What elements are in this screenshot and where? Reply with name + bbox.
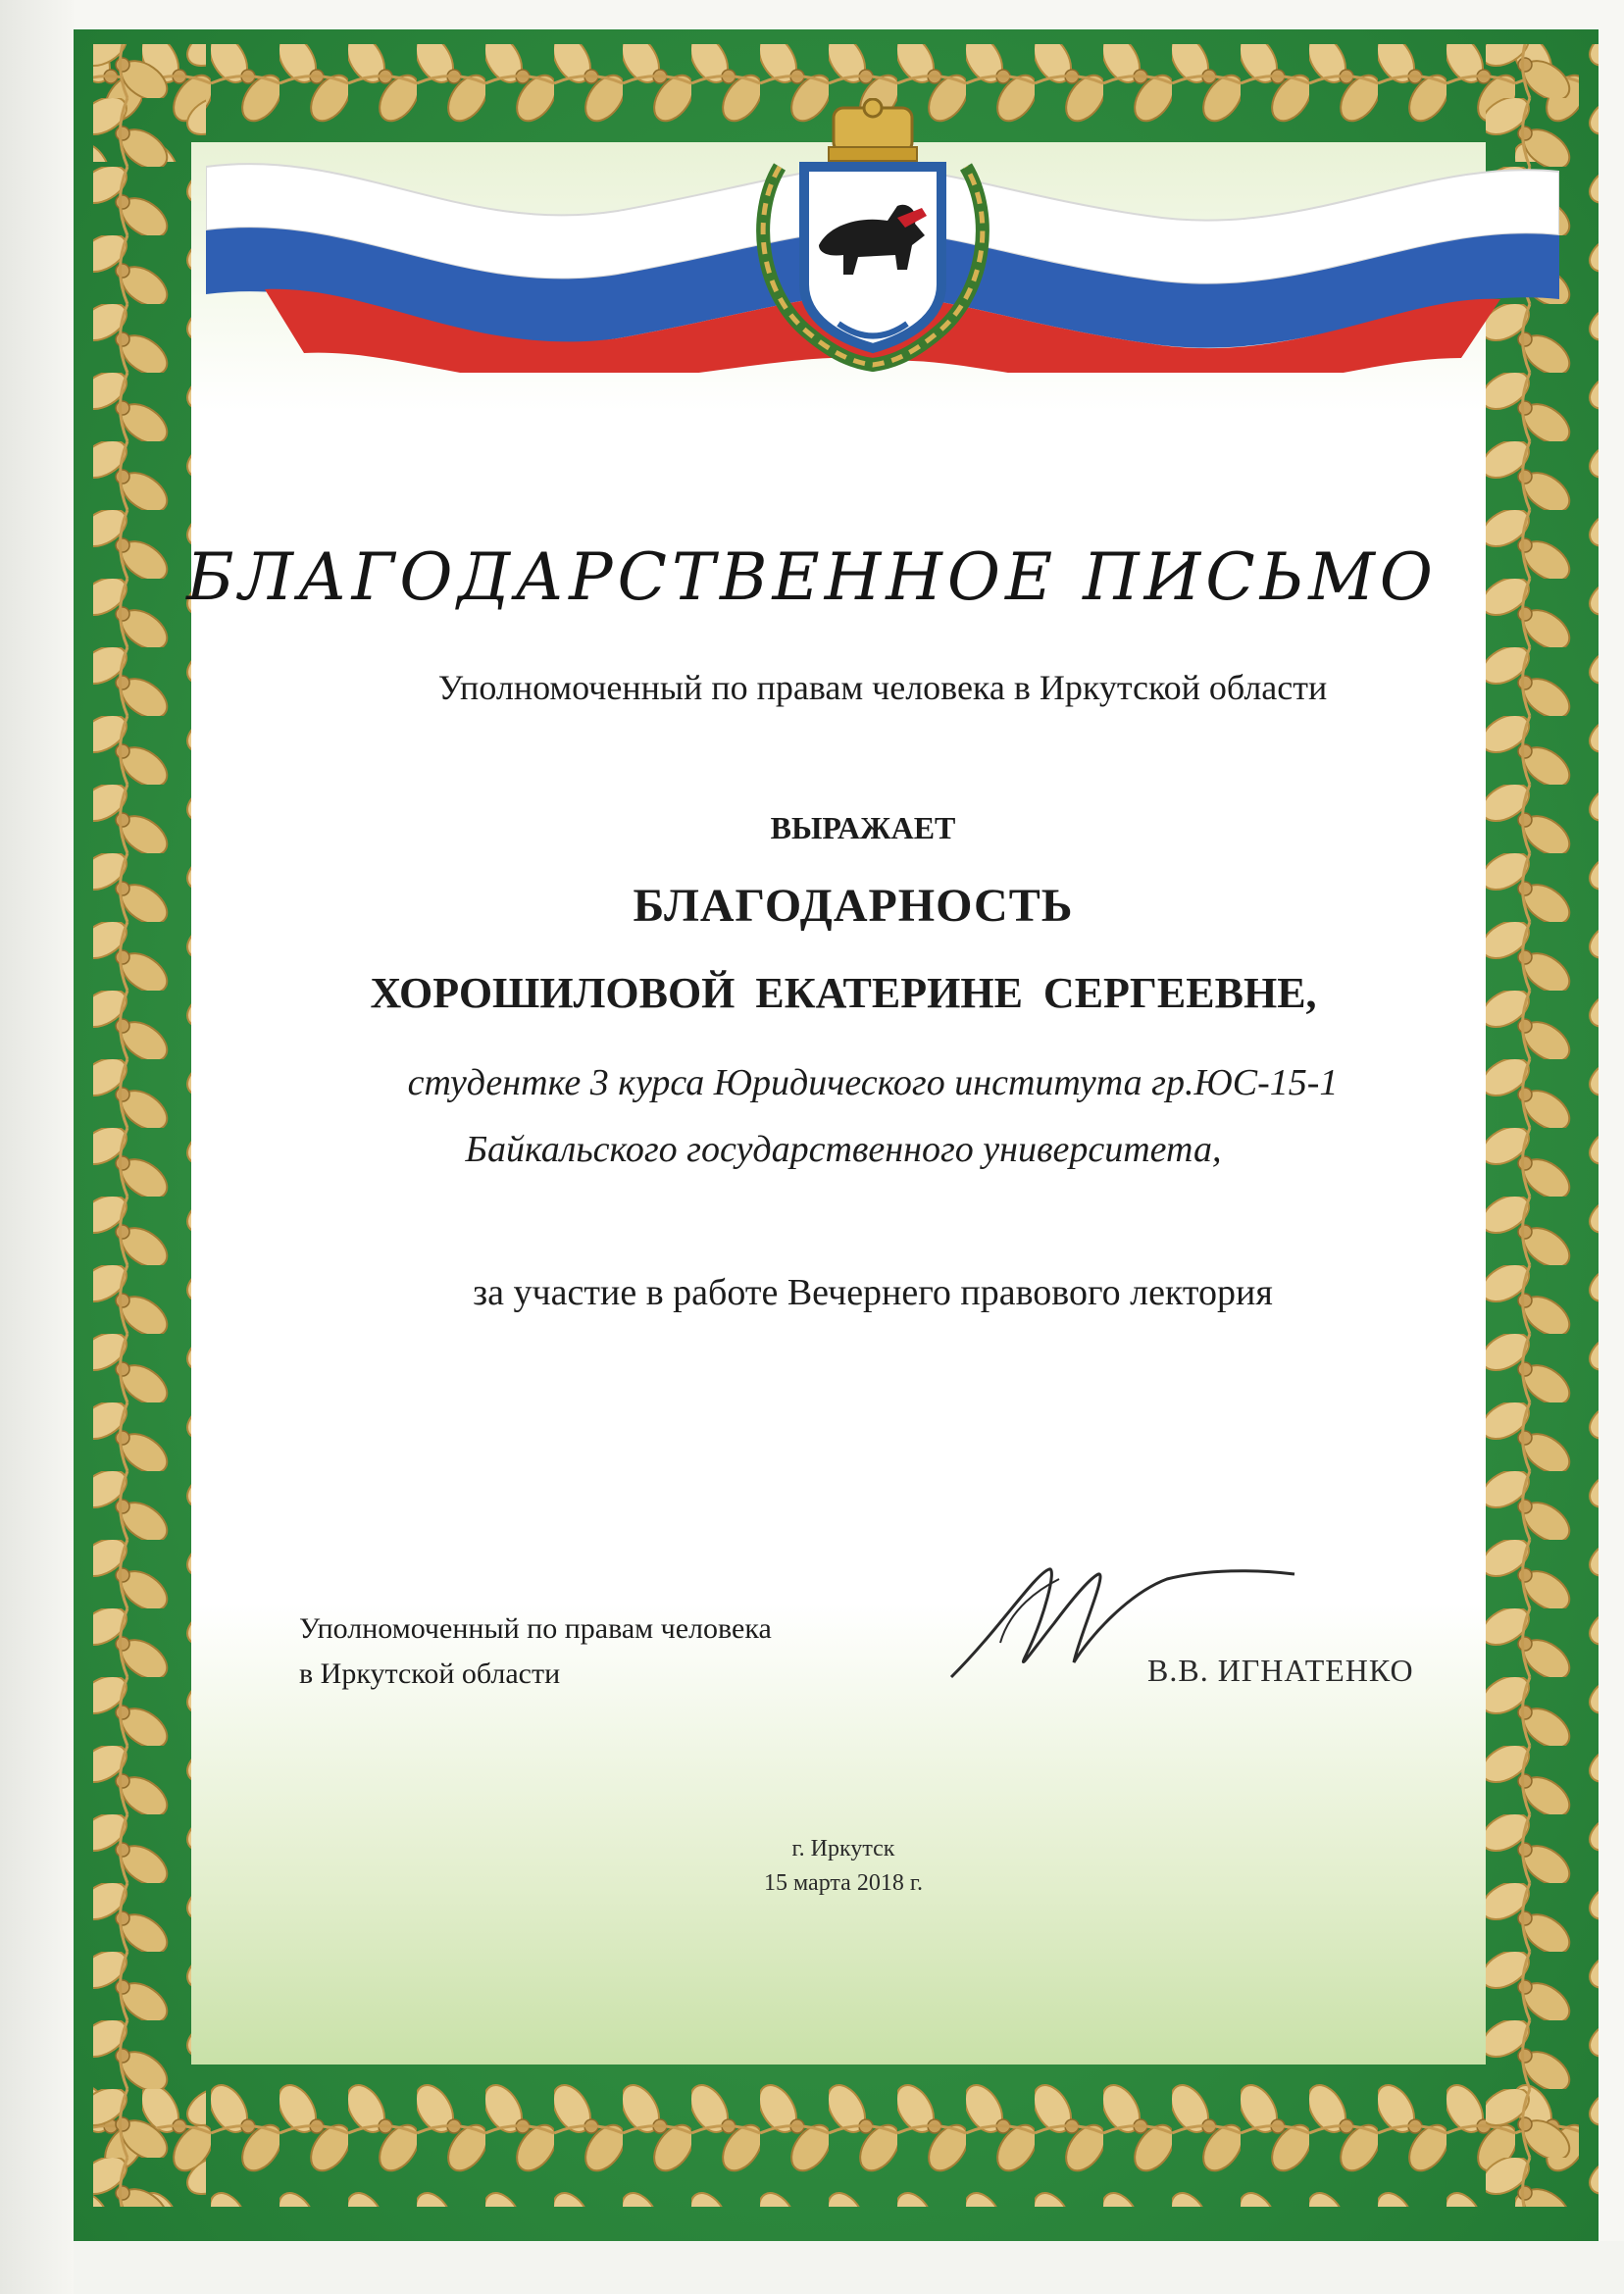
gratitude-heading: БЛАГОДАРНОСТЬ (633, 880, 1074, 932)
signatory-position-line-2: в Иркутской области (299, 1657, 561, 1690)
recipient-study-line-1: студентке 3 курса Юридического института гр.ЮС-15-1 (407, 1062, 1339, 1103)
certificate-title: БЛАГОДАРСТВЕННОЕ ПИСЬМО (186, 539, 1438, 615)
issuing-authority: Уполномоченный по правам человека в Иркутской области (437, 668, 1328, 707)
irkutsk-coat-of-arms-icon (750, 98, 995, 373)
issue-date: 15 марта 2018 г. (764, 1870, 923, 1896)
signatory-position-line-1: Уполномоченный по правам человека (299, 1612, 772, 1645)
recipient-study-line-2: Байкальского государственного университета, (465, 1129, 1222, 1170)
recipient-name: ХОРОШИЛОВОЙ ЕКАТЕРИНЕ СЕРГЕЕВНЕ, (370, 969, 1317, 1017)
expresses-label: ВЫРАЖАЕТ (770, 810, 956, 845)
signatory-name: В.В. ИГНАТЕНКО (1147, 1653, 1414, 1688)
page-bottom-margin (74, 2241, 1624, 2294)
issue-place: г. Иркутск (791, 1836, 895, 1861)
signatory-position (299, 1606, 772, 1697)
award-reason: за участие в работе Вечернего правового лектория (473, 1272, 1273, 1313)
